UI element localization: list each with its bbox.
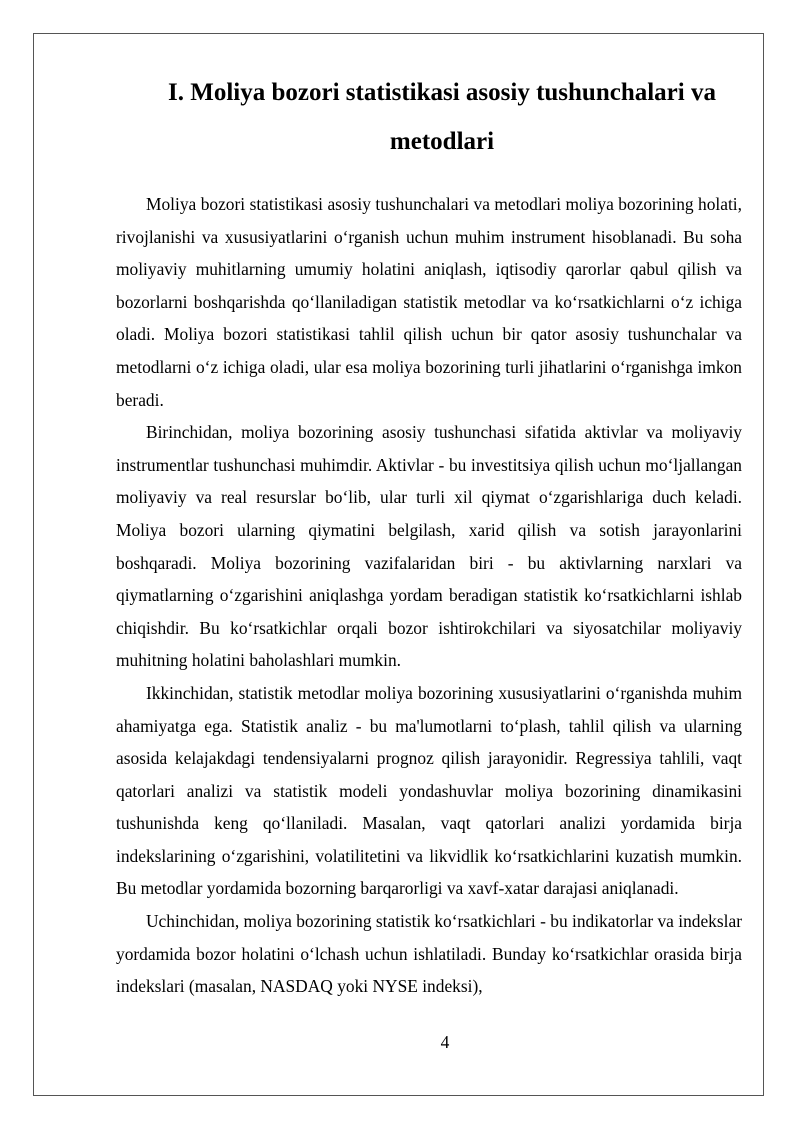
paragraph-1: Moliya bozori statistikasi asosiy tushunchalari va metodlari moliya bozorining holati, rivojlanishi va xususiyatlarini oʻrganish uchun muhim instrument hisoblanadi. Bu soha moliyaviy muhitlarning umumiy holatini aniqlash, iqtisodiy qarorlar qabul qilish va bozorlarni boshqarishda qoʻllaniladigan statistik metodlar va koʻrsatkichlarni oʻz ichiga oladi. Moliya bozori statistikasi tahlil qilish uchun bir qator asosiy tushunchalar va metodlarni oʻz ichiga oladi, ular esa moliya bozorining turli jihatlarini oʻrganishga imkon beradi.: [116, 194, 742, 410]
paragraph-2: Birinchidan, moliya bozorining asosiy tushunchasi sifatida aktivlar va moliyaviy instrumentlar tushunchasi muhimdir. Aktivlar - bu investitsiya qilish uchun moʻljallangan moliyaviy va real resurslar boʻlib, ular turli xil qiymat oʻzgarishlariga duch keladi. Moliya bozori ularning qiymatini belgilash, xarid qilish va sotish jarayonlarini boshqaradi. Moliya bozorining vazifalaridan biri - bu aktivlarning narxlari va qiymatlarning oʻzgarishini aniqlashga yordam beradigan statistik koʻrsatkichlarni ishlab chiqishdir. Bu koʻrsatkichlar orqali bozor ishtirokchilari va siyosatchilar moliyaviy muhitning holatini baholashlari mumkin.: [116, 422, 742, 671]
section-title: I. Moliya bozori statistikasi asosiy tushunchalari va metodlari: [168, 79, 716, 155]
paragraph-3: Ikkinchidan, statistik metodlar moliya bozorining xususiyatlarini oʻrganishda muhim ahamiyatga ega. Statistik analiz - bu ma'lumotlarni toʻplash, tahlil qilish va ularning asosida kelajakdagi tendensiyalarni prognoz qilish jarayonidir. Regressiya tahlili, vaqt qatorlari analizi va statistik modeli yondashuvlar moliya bozorining dinamikasini tushunishda keng qoʻllaniladi. Masalan, vaqt qatorlari analizi yordamida birja indekslarining oʻzgarishini, volatilitetini va likvidlik koʻrsatkichlarini kuzatish mumkin. Bu metodlar yordamida bozorning barqarorligi va xavf-xatar darajasi aniqlanadi.: [116, 682, 742, 899]
paragraph-4: Uchinchidan, moliya bozorining statistik koʻrsatkichlari - bu indikatorlar va indekslar yordamida bozor holatini oʻlchash uchun ishlatiladi. Bunday koʻrsatkichlar orasida birja indekslari (masalan, NASDAQ yoki NYSE indeksi),: [116, 911, 742, 997]
page-number: 4: [440, 1032, 450, 1052]
page-content: [116, 68, 742, 1003]
